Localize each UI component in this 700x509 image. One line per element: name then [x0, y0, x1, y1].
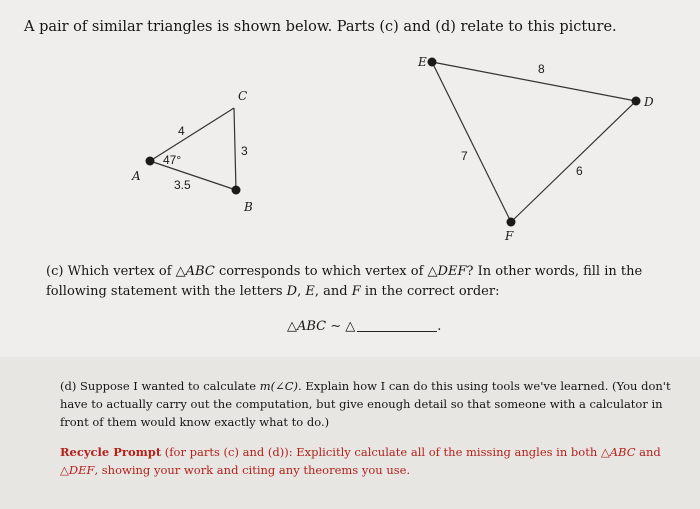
vertex-a-label: A	[132, 169, 141, 183]
side-df-label: 6	[576, 164, 583, 178]
side-ef-label: 7	[461, 149, 468, 163]
vertex-d-dot	[632, 97, 641, 106]
vertex-c-label: C	[238, 89, 248, 103]
answer-blank[interactable]	[357, 318, 437, 332]
side-cb-label: 3	[241, 144, 248, 158]
vertex-f-label: F	[505, 229, 514, 243]
similarity-statement: △ABC ∼ △ .	[287, 319, 442, 334]
side-ed-label: 8	[538, 62, 545, 76]
side-ac-label: 4	[178, 124, 185, 138]
vertex-e-label: E	[418, 55, 427, 69]
triangle-abc	[131, 89, 253, 214]
vertex-b-dot	[232, 186, 241, 195]
angle-a-label: 47°	[163, 153, 182, 167]
vertex-d-label: D	[644, 95, 654, 109]
recycle-prompt: Recycle Prompt (for parts (c) and (d)): Explicitly calculate all of the missing angles in both △ABC and △DEF, showing your work and citing any theorems you use.	[60, 445, 661, 477]
side-ab-label: 3.5	[174, 178, 191, 192]
intro-text: A pair of similar triangles is shown below. Parts (c) and (d) relate to this picture.	[24, 19, 617, 35]
vertex-a-dot	[146, 157, 155, 166]
vertex-b-label: B	[244, 200, 253, 214]
vertex-f-dot	[507, 218, 516, 227]
part-c-text: (c) Which vertex of △ABC corresponds to which vertex of △DEF? In other words, fill in the following statement with the letters D, E, and F in the correct order:	[46, 264, 643, 299]
triangle-def	[417, 55, 654, 243]
vertex-e-dot	[428, 58, 437, 67]
part-d-text: (d) Suppose I wanted to calculate m(∠C). Explain how I can do this using tools we've learned. (You don't have to actually carry out the computation, but give enough detail so that someone with a calculator in front of them would know exactly what to do.)	[60, 379, 671, 429]
